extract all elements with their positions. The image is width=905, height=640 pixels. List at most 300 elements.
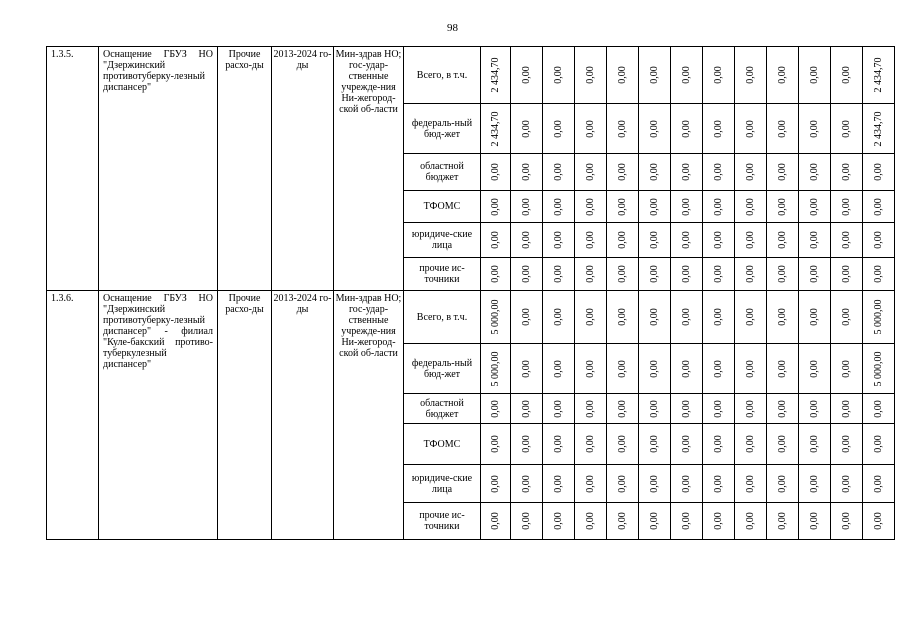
value-text: 5 000,00 [872,299,884,335]
value-text: 0,00 [744,66,756,84]
value-cell [735,154,767,191]
value-text: 0,00 [808,197,820,216]
value-text: 0,00 [712,66,724,84]
value-text: 5 000,00 [489,351,501,386]
value-cell [575,223,607,258]
value-cell [543,258,575,291]
value-cell [639,47,671,104]
value-text: 0,00 [744,163,756,181]
value-text: 2 434,70 [489,111,501,146]
value-text: 0,00 [520,66,532,84]
value-cell [799,291,831,344]
value-text: 0,00 [616,359,628,378]
value-cell [511,47,543,104]
value-text: 0,00 [712,512,724,530]
funding-source: областной бюджет [404,154,481,191]
value-cell [575,394,607,424]
value-text: 0,00 [808,308,820,326]
value-text: 0,00 [552,435,564,453]
value-text: 0,00 [616,399,628,418]
value-text: 0,00 [616,474,628,493]
value-cell [735,223,767,258]
value-text: 0,00 [616,512,628,530]
value-text: 0,00 [520,265,532,283]
value-text: 0,00 [584,265,596,283]
value-cell [767,424,799,465]
value-text: 0,00 [489,197,501,216]
value-cell [671,47,703,104]
value-text: 0,00 [520,308,532,326]
value-cell [703,258,735,291]
value-cell [863,154,895,191]
value-text: 0,00 [489,265,501,283]
page-number: 98 [447,22,458,34]
value-text: 0,00 [872,265,884,283]
value-cell [831,424,863,465]
value-text: 0,00 [489,435,501,453]
value-cell [767,291,799,344]
value-text: 0,00 [680,163,692,181]
value-cell [639,503,671,540]
value-text: 0,00 [648,66,660,84]
value-cell [671,104,703,154]
value-text: 0,00 [840,359,852,378]
value-cell [671,344,703,394]
value-cell [863,503,895,540]
value-text: 0,00 [712,308,724,326]
value-text: 0,00 [552,265,564,283]
value-cell [575,191,607,223]
value-cell [607,223,639,258]
value-cell [607,394,639,424]
value-cell [863,191,895,223]
table-row [47,291,895,344]
value-text: 0,00 [680,197,692,216]
value-text: 0,00 [489,474,501,493]
section-executor: Мин-здрав НО; гос-удар-ственные учрежде-ния Ни-жегород-ской об-ласти [334,291,404,540]
value-cell [735,503,767,540]
value-cell [767,223,799,258]
value-cell [607,47,639,104]
value-cell [543,191,575,223]
section-code: 1.3.5. [47,47,99,291]
funding-source: прочие ис-точники [404,258,481,291]
value-cell [735,394,767,424]
value-text: 0,00 [744,399,756,418]
value-text: 0,00 [840,119,852,138]
value-cell [799,154,831,191]
value-cell [703,291,735,344]
value-text: 0,00 [552,163,564,181]
value-text: 0,00 [648,197,660,216]
value-text: 0,00 [552,512,564,530]
value-cell [831,503,863,540]
value-text: 0,00 [808,512,820,530]
funding-source: Всего, в т.ч. [404,47,481,104]
value-cell [543,424,575,465]
value-cell [575,258,607,291]
value-cell [575,424,607,465]
value-text: 0,00 [808,474,820,493]
value-cell [735,47,767,104]
value-text: 0,00 [520,197,532,216]
value-cell [607,104,639,154]
value-cell [481,258,511,291]
value-text: 0,00 [872,474,884,493]
value-text: 0,00 [712,119,724,138]
value-text: 5 000,00 [872,351,884,386]
value-text: 0,00 [712,474,724,493]
value-text: 0,00 [520,359,532,378]
value-cell [703,104,735,154]
value-cell [863,394,895,424]
value-text: 0,00 [872,163,884,181]
value-cell [831,465,863,503]
value-cell [831,223,863,258]
value-text: 0,00 [616,66,628,84]
value-cell [543,223,575,258]
value-cell [863,465,895,503]
value-text: 0,00 [680,231,692,249]
value-cell [639,223,671,258]
value-cell [767,344,799,394]
value-cell [703,465,735,503]
value-cell [767,47,799,104]
value-text: 0,00 [584,399,596,418]
section-name: Оснащение ГБУЗ НО "Дзержинский противотуберку-лезный диспансер" [99,47,218,291]
value-text: 0,00 [872,435,884,453]
value-cell [671,424,703,465]
value-text: 0,00 [648,231,660,249]
value-text: 0,00 [808,163,820,181]
value-cell [671,191,703,223]
value-text: 0,00 [552,66,564,84]
value-cell [831,104,863,154]
value-text: 0,00 [648,435,660,453]
value-cell [607,154,639,191]
value-cell [639,465,671,503]
value-cell [481,47,511,104]
value-cell [575,344,607,394]
value-text: 0,00 [616,308,628,326]
value-text: 0,00 [744,265,756,283]
value-cell [767,154,799,191]
value-cell [799,503,831,540]
value-text: 0,00 [584,66,596,84]
value-text: 0,00 [584,163,596,181]
value-text: 0,00 [776,474,788,493]
value-cell [863,424,895,465]
value-cell [703,223,735,258]
value-cell [639,424,671,465]
value-text: 0,00 [840,197,852,216]
value-text: 0,00 [840,66,852,84]
value-cell [607,344,639,394]
value-cell [481,503,511,540]
value-text: 0,00 [744,231,756,249]
value-cell [481,191,511,223]
value-text: 0,00 [552,399,564,418]
value-cell [703,394,735,424]
value-text: 0,00 [584,474,596,493]
value-cell [703,154,735,191]
value-text: 0,00 [584,435,596,453]
value-text: 0,00 [776,308,788,326]
value-cell [607,465,639,503]
value-text: 0,00 [552,308,564,326]
value-cell [703,424,735,465]
value-text: 0,00 [776,66,788,84]
budget-table [46,46,895,540]
value-text: 0,00 [776,359,788,378]
value-text: 0,00 [712,359,724,378]
value-text: 0,00 [648,265,660,283]
value-cell [703,503,735,540]
value-text: 0,00 [648,399,660,418]
value-cell [767,394,799,424]
value-text: 0,00 [584,197,596,216]
funding-source: федераль-ный бюд-жет [404,104,481,154]
funding-source: областной бюджет [404,394,481,424]
value-text: 0,00 [744,119,756,138]
value-cell [639,344,671,394]
value-cell [703,344,735,394]
section-category: Прочие расхо-ды [218,47,272,291]
value-text: 0,00 [840,474,852,493]
value-text: 0,00 [552,474,564,493]
value-text: 0,00 [872,399,884,418]
value-text: 0,00 [808,265,820,283]
value-text: 0,00 [808,359,820,378]
value-cell [511,104,543,154]
value-cell [863,291,895,344]
value-cell [703,47,735,104]
value-cell [735,191,767,223]
value-text: 0,00 [872,231,884,249]
value-cell [671,154,703,191]
value-text: 0,00 [584,231,596,249]
funding-source: федераль-ный бюд-жет [404,344,481,394]
value-cell [575,104,607,154]
value-cell [481,154,511,191]
value-cell [543,394,575,424]
value-text: 0,00 [808,66,820,84]
funding-source: ТФОМС [404,191,481,223]
value-text: 0,00 [520,474,532,493]
value-cell [799,191,831,223]
value-cell [639,154,671,191]
value-text: 0,00 [712,265,724,283]
value-text: 0,00 [840,435,852,453]
value-cell [735,258,767,291]
value-text: 0,00 [552,197,564,216]
value-text: 0,00 [680,512,692,530]
value-text: 0,00 [808,119,820,138]
funding-source: прочие ис-точники [404,503,481,540]
value-cell [863,258,895,291]
value-text: 0,00 [808,435,820,453]
value-cell [481,223,511,258]
value-text: 0,00 [552,231,564,249]
value-cell [735,104,767,154]
value-text: 0,00 [776,197,788,216]
section-executor: Мин-здрав НО; гос-удар-ственные учрежде-ния Ни-жегород-ской об-ласти [334,47,404,291]
value-text: 0,00 [776,512,788,530]
value-cell [799,465,831,503]
value-cell [799,344,831,394]
value-cell [799,258,831,291]
value-text: 0,00 [489,399,501,418]
funding-source: юридиче-ские лица [404,223,481,258]
value-cell [767,104,799,154]
value-text: 0,00 [584,512,596,530]
value-cell [543,47,575,104]
value-cell [799,223,831,258]
value-cell [831,154,863,191]
value-cell [831,47,863,104]
value-text: 0,00 [840,265,852,283]
value-text: 0,00 [776,399,788,418]
value-cell [543,503,575,540]
value-text: 2 434,70 [872,57,884,93]
table-row [47,47,895,104]
value-text: 0,00 [616,265,628,283]
value-text: 0,00 [744,197,756,216]
value-cell [671,503,703,540]
value-cell [735,465,767,503]
value-text: 0,00 [744,512,756,530]
value-cell [671,465,703,503]
section-period: 2013-2024 го-ды [272,47,334,291]
value-text: 0,00 [776,163,788,181]
value-text: 0,00 [840,163,852,181]
value-text: 0,00 [712,163,724,181]
value-cell [831,191,863,223]
value-text: 0,00 [520,119,532,138]
value-text: 0,00 [680,435,692,453]
value-text: 0,00 [489,163,501,181]
value-cell [607,258,639,291]
value-text: 0,00 [840,231,852,249]
value-cell [511,154,543,191]
value-cell [543,291,575,344]
value-text: 0,00 [680,359,692,378]
value-text: 0,00 [648,474,660,493]
funding-source: юридиче-ские лица [404,465,481,503]
value-cell [511,394,543,424]
value-cell [575,503,607,540]
value-cell [511,503,543,540]
value-cell [639,104,671,154]
funding-source: Всего, в т.ч. [404,291,481,344]
value-cell [481,394,511,424]
value-text: 0,00 [584,308,596,326]
value-cell [735,291,767,344]
value-text: 0,00 [648,512,660,530]
value-text: 0,00 [552,359,564,378]
value-text: 0,00 [520,512,532,530]
value-text: 0,00 [808,399,820,418]
value-cell [481,465,511,503]
value-cell [511,223,543,258]
value-text: 0,00 [520,163,532,181]
value-text: 0,00 [776,265,788,283]
value-text: 0,00 [712,435,724,453]
value-text: 0,00 [648,119,660,138]
value-cell [735,424,767,465]
value-cell [543,344,575,394]
value-cell [543,465,575,503]
value-cell [511,424,543,465]
funding-source: ТФОМС [404,424,481,465]
value-text: 0,00 [744,308,756,326]
section-period: 2013-2024 го-ды [272,291,334,540]
value-cell [863,344,895,394]
value-text: 0,00 [872,197,884,216]
value-text: 0,00 [776,435,788,453]
section-code: 1.3.6. [47,291,99,540]
value-cell [575,47,607,104]
value-text: 2 434,70 [489,57,501,93]
value-cell [607,191,639,223]
value-text: 0,00 [712,231,724,249]
value-text: 0,00 [616,197,628,216]
value-cell [863,104,895,154]
value-cell [511,258,543,291]
value-text: 0,00 [680,265,692,283]
value-text: 0,00 [680,474,692,493]
value-text: 0,00 [489,231,501,249]
section-category: Прочие расхо-ды [218,291,272,540]
value-text: 0,00 [520,435,532,453]
value-cell [799,424,831,465]
value-text: 0,00 [680,308,692,326]
value-text: 0,00 [552,119,564,138]
value-cell [799,394,831,424]
value-text: 0,00 [744,359,756,378]
value-cell [639,291,671,344]
value-text: 0,00 [520,399,532,418]
value-cell [607,424,639,465]
value-cell [575,154,607,191]
value-cell [799,104,831,154]
value-cell [767,465,799,503]
value-cell [607,291,639,344]
value-text: 0,00 [489,512,501,530]
value-text: 0,00 [584,359,596,378]
value-cell [511,465,543,503]
value-text: 0,00 [840,512,852,530]
value-cell [481,104,511,154]
value-cell [831,291,863,344]
value-cell [831,394,863,424]
value-text: 0,00 [680,66,692,84]
value-cell [671,291,703,344]
value-text: 5 000,00 [489,299,501,335]
value-cell [511,291,543,344]
value-cell [481,424,511,465]
value-text: 0,00 [776,119,788,138]
value-cell [543,154,575,191]
value-text: 0,00 [616,231,628,249]
value-text: 0,00 [712,399,724,418]
value-text: 0,00 [808,231,820,249]
value-cell [671,258,703,291]
value-cell [863,223,895,258]
value-cell [639,258,671,291]
value-cell [511,344,543,394]
value-text: 0,00 [776,231,788,249]
